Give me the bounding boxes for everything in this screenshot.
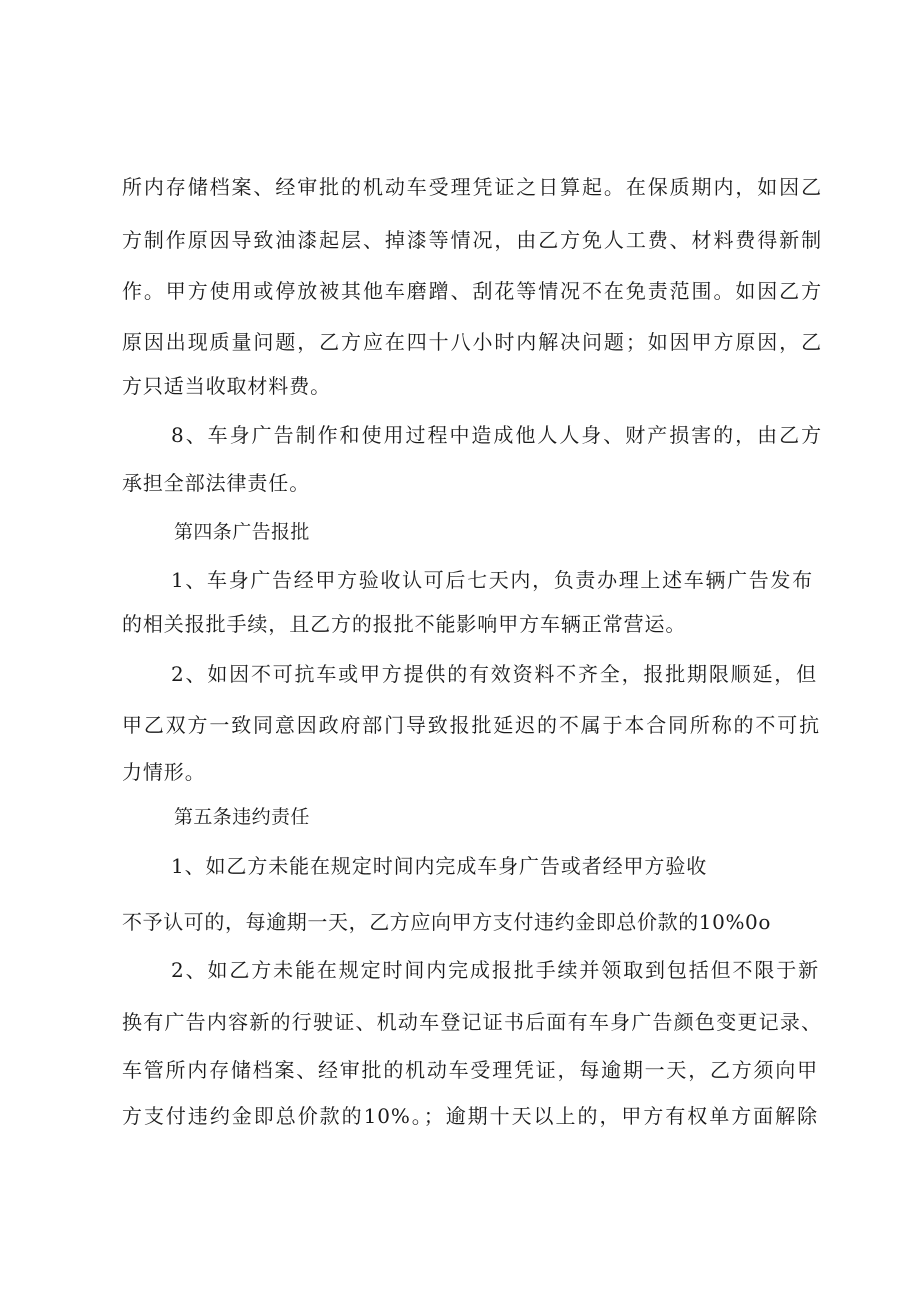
paragraph-line: 承担全部法律责任。 [122, 471, 311, 495]
paragraph-line: 方支付违约金即总价款的10%。；逾期十天以上的，甲方有权单方面解除 [122, 1104, 818, 1128]
section-heading: 第四条广告报批 [174, 521, 310, 543]
paragraph-line: 原因出现质量问题，乙方应在四十八小时内解决问题；如因甲方原因，乙 [122, 330, 822, 354]
paragraph-line: 8、车身广告制作和使用过程中造成他人人身、财产损害的，由乙方 [171, 423, 822, 447]
paragraph-line: 方制作原因导致油漆起层、掉漆等情况，由乙方免人工费、材料费得新制 [122, 228, 822, 252]
paragraph-line: 作。甲方使用或停放被其他车磨蹭、刮花等情况不在免责范围。如因乙方 [122, 279, 822, 303]
paragraph-line: 1、如乙方未能在规定时间内完成车身广告或者经甲方验收 [171, 854, 708, 878]
section-heading: 第五条违约责任 [174, 806, 310, 828]
paragraph-line: 力情形。 [122, 760, 206, 784]
paragraph-line: 甲乙双方一致同意因政府部门导致报批延迟的不属于本合同所称的不可抗 [122, 713, 820, 737]
paragraph-line: 所内存储档案、经审批的机动车受理凭证之日算起。在保质期内，如因乙 [122, 175, 822, 199]
paragraph-line: 换有广告内容新的行驶证、机动车登记证书后面有车身广告颜色变更记录、 [122, 1010, 822, 1034]
paragraph-line: 2、如因不可抗车或甲方提供的有效资料不齐全，报批期限顺延，但 [171, 662, 817, 686]
paragraph-line: 1、车身广告经甲方验收认可后七天内，负责办理上述车辆广告发布 [171, 568, 813, 592]
paragraph-line: 方只适当收取材料费。 [122, 374, 331, 398]
paragraph-line: 的相关报批手续，且乙方的报批不能影响甲方车辆正常营运。 [122, 612, 687, 636]
paragraph-line: 2、如乙方未能在规定时间内完成报批手续并领取到包括但不限于新 [171, 958, 819, 982]
paragraph-line: 不予认可的，每逾期一天，乙方应向甲方支付违约金即总价款的10%0o [122, 910, 772, 934]
paragraph-line: 车管所内存储档案、经审批的机动车受理凭证，每逾期一天，乙方须向甲 [122, 1058, 818, 1082]
